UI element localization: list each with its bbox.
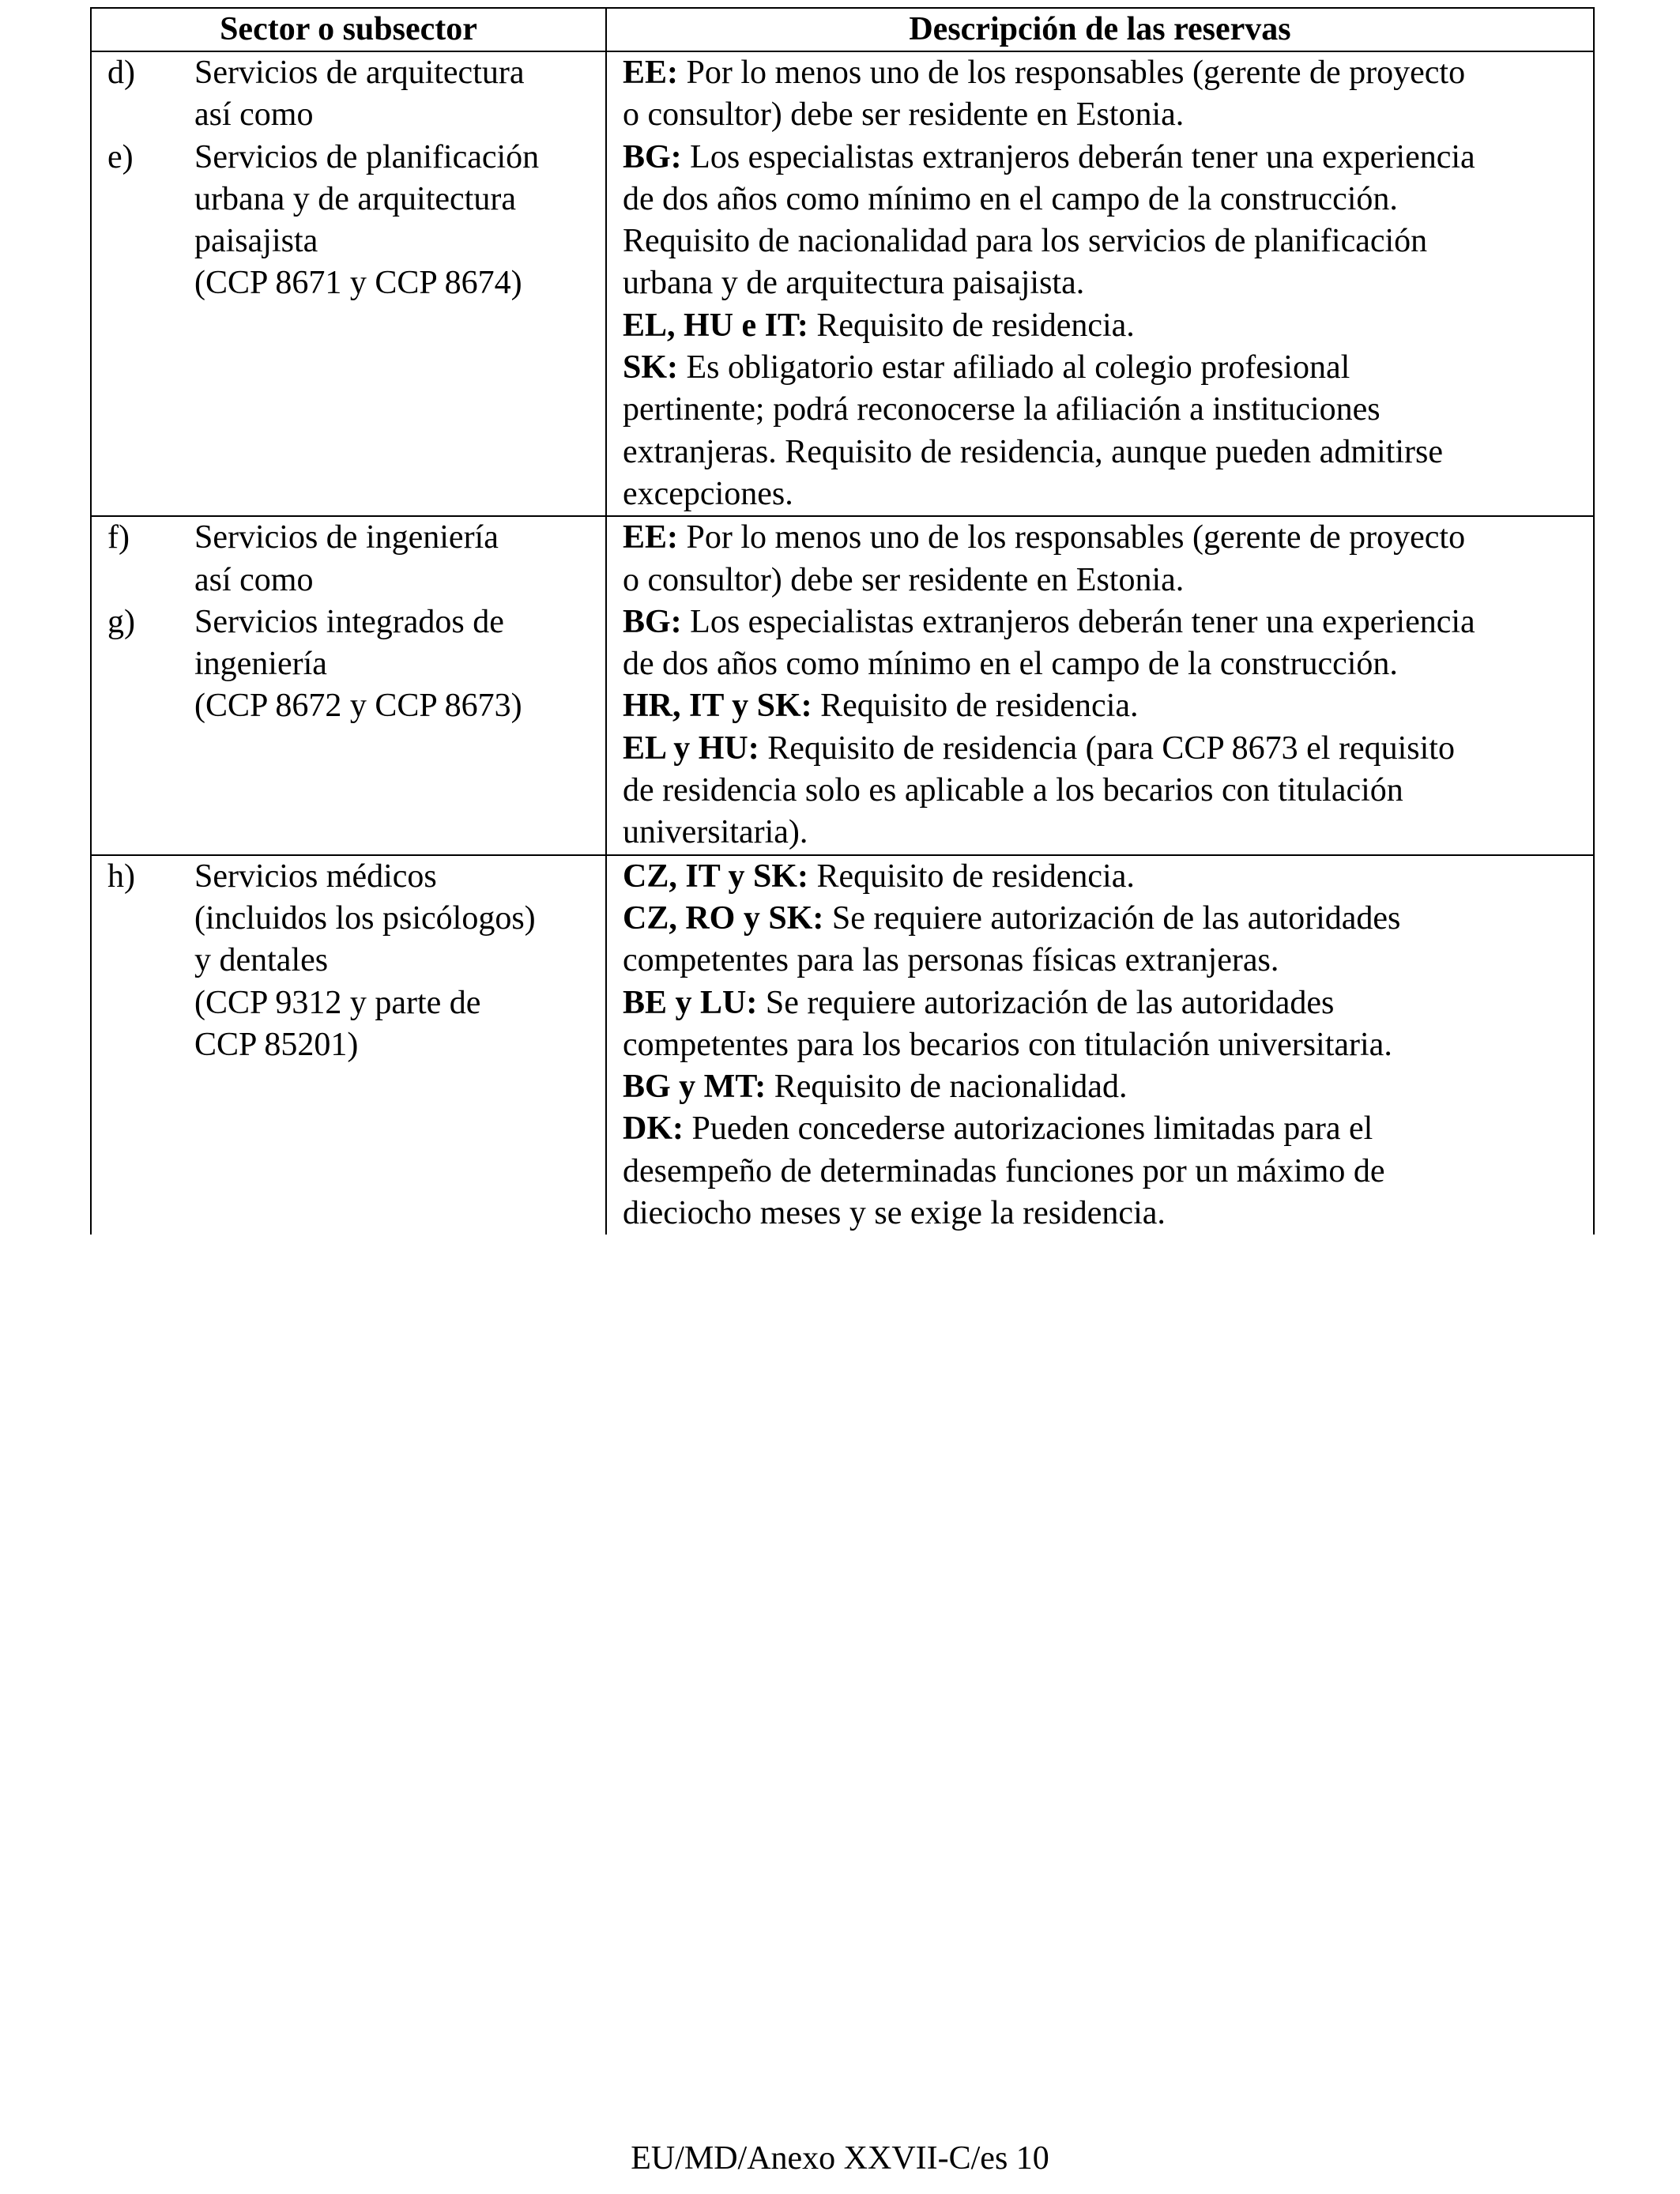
table-row bbox=[91, 516, 1594, 854]
description-text: de dos años como mínimo en el campo de la construcción. bbox=[623, 180, 1398, 217]
country-codes: BG: bbox=[623, 603, 682, 640]
page-footer: EU/MD/Anexo XXVII-C/es 10 bbox=[631, 2140, 1049, 2177]
sector-line bbox=[92, 137, 605, 179]
description-text: Requisito de residencia. bbox=[812, 688, 1139, 725]
sector-letter bbox=[92, 982, 194, 1024]
description-line bbox=[623, 305, 1593, 347]
sector-line bbox=[92, 52, 605, 94]
description-line bbox=[623, 982, 1593, 1024]
sector-text: CCP 85201) bbox=[194, 1026, 359, 1063]
country-codes: BG y MT: bbox=[623, 1069, 767, 1106]
description-text: Requisito de nacionalidad. bbox=[766, 1069, 1128, 1106]
country-codes: BE y LU: bbox=[623, 984, 758, 1021]
description-text: Requisito de nacionalidad para los servicios de planificación bbox=[623, 223, 1428, 260]
sector-line bbox=[92, 856, 605, 898]
country-codes: EE: bbox=[623, 55, 679, 91]
sector-line bbox=[92, 262, 605, 304]
description-line bbox=[623, 812, 1593, 854]
sector-line bbox=[92, 982, 605, 1024]
sector-letter: f) bbox=[107, 519, 130, 556]
sector-text: y dentales bbox=[194, 942, 329, 979]
description-line bbox=[623, 1024, 1593, 1066]
table-header-row bbox=[91, 8, 1594, 51]
sector-line bbox=[92, 643, 605, 685]
description-line bbox=[623, 643, 1593, 685]
description-text: Se requiere autorización de las autoridades bbox=[823, 899, 1401, 937]
description-line bbox=[623, 389, 1593, 431]
description-text: Requisito de residencia. bbox=[808, 307, 1135, 344]
description-line bbox=[623, 473, 1593, 515]
sector-line bbox=[92, 560, 605, 601]
description-line bbox=[623, 856, 1593, 898]
description-line bbox=[623, 940, 1593, 982]
country-codes: CZ, RO y SK: bbox=[623, 899, 824, 937]
description-line bbox=[623, 1151, 1593, 1193]
sector-letter bbox=[92, 560, 194, 601]
description-text: dieciocho meses y se exige la residencia. bbox=[623, 1195, 1166, 1232]
sector-line bbox=[92, 517, 605, 559]
description-text: o consultor) debe ser residente en Estonia. bbox=[623, 96, 1185, 134]
description-text: Por lo menos uno de los responsables (gerente de proyecto bbox=[678, 55, 1466, 91]
sector-letter bbox=[92, 94, 194, 136]
description-line bbox=[623, 1066, 1593, 1108]
description-text: excepciones. bbox=[623, 475, 793, 512]
description-line bbox=[623, 1193, 1593, 1235]
sector-text: Servicios integrados de bbox=[194, 603, 504, 640]
description-line bbox=[623, 432, 1593, 473]
sector-line bbox=[92, 898, 605, 940]
sector-letter bbox=[92, 685, 194, 727]
sector-text: Servicios de arquitectura bbox=[194, 55, 525, 91]
description-line bbox=[623, 601, 1593, 643]
table-row bbox=[91, 855, 1594, 1235]
header-description: Descripción de las reservas bbox=[606, 8, 1594, 51]
sector-text: (CCP 8671 y CCP 8674) bbox=[194, 265, 522, 302]
country-codes: EE: bbox=[623, 519, 679, 556]
country-codes: EL y HU: bbox=[623, 729, 759, 767]
description-text: Pueden concederse autorizaciones limitadas para el bbox=[684, 1110, 1373, 1148]
sector-text: así como bbox=[194, 96, 314, 134]
sector-line bbox=[92, 221, 605, 262]
description-line bbox=[623, 347, 1593, 389]
sector-cell bbox=[91, 51, 606, 516]
sector-text: (incluidos los psicólogos) bbox=[194, 899, 536, 937]
sector-line bbox=[92, 1024, 605, 1066]
description-line bbox=[623, 770, 1593, 812]
country-codes: EL, HU e IT: bbox=[623, 307, 808, 344]
description-line bbox=[623, 685, 1593, 727]
description-cell bbox=[606, 51, 1594, 516]
description-text: Se requiere autorización de las autoridades bbox=[757, 984, 1335, 1021]
sector-letter bbox=[92, 262, 194, 304]
reservations-table bbox=[90, 7, 1595, 1235]
sector-text: Servicios de planificación bbox=[194, 138, 540, 175]
country-codes: SK: bbox=[623, 349, 679, 386]
sector-text: ingeniería bbox=[194, 646, 327, 683]
sector-text: Servicios médicos bbox=[194, 858, 437, 895]
sector-letter bbox=[92, 179, 194, 221]
sector-line bbox=[92, 601, 605, 643]
sector-letter bbox=[92, 940, 194, 982]
country-codes: BG: bbox=[623, 138, 682, 175]
sector-letter bbox=[92, 898, 194, 940]
description-text: de dos años como mínimo en el campo de la construcción. bbox=[623, 646, 1398, 683]
description-text: competentes para los becarios con titulación universitaria. bbox=[623, 1026, 1392, 1063]
sector-letter: g) bbox=[107, 603, 135, 640]
sector-line bbox=[92, 940, 605, 982]
country-codes: CZ, IT y SK: bbox=[623, 858, 808, 895]
description-cell bbox=[606, 516, 1594, 854]
description-line bbox=[623, 94, 1593, 136]
description-line bbox=[623, 560, 1593, 601]
description-text: Los especialistas extranjeros deberán tener una experiencia bbox=[681, 603, 1475, 640]
sector-line bbox=[92, 94, 605, 136]
sector-letter: h) bbox=[107, 858, 135, 895]
description-text: pertinente; podrá reconocerse la afiliación a instituciones bbox=[623, 391, 1381, 428]
description-text: Por lo menos uno de los responsables (gerente de proyecto bbox=[678, 519, 1466, 556]
sector-cell bbox=[91, 855, 606, 1235]
description-text: urbana y de arquitectura paisajista. bbox=[623, 265, 1085, 302]
description-text: extranjeras. Requisito de residencia, aunque pueden admitirse bbox=[623, 433, 1443, 470]
description-line bbox=[623, 517, 1593, 559]
sector-cell bbox=[91, 516, 606, 854]
sector-letter bbox=[92, 1024, 194, 1066]
description-text: Es obligatorio estar afiliado al colegio profesional bbox=[678, 349, 1350, 386]
country-codes: DK: bbox=[623, 1110, 684, 1148]
description-line bbox=[623, 1108, 1593, 1150]
description-text: competentes para las personas físicas extranjeras. bbox=[623, 942, 1279, 979]
table-row bbox=[91, 51, 1594, 516]
description-text: Requisito de residencia. bbox=[808, 858, 1135, 895]
sector-text: Servicios de ingeniería bbox=[194, 519, 499, 556]
country-codes: HR, IT y SK: bbox=[623, 688, 812, 725]
description-text: Requisito de residencia (para CCP 8673 el requisito bbox=[759, 729, 1455, 767]
sector-letter: d) bbox=[107, 55, 135, 91]
sector-text: (CCP 8672 y CCP 8673) bbox=[194, 688, 522, 725]
description-text: de residencia solo es aplicable a los becarios con titulación bbox=[623, 772, 1403, 809]
sector-text: urbana y de arquitectura bbox=[194, 180, 516, 217]
description-line bbox=[623, 898, 1593, 940]
sector-text: (CCP 9312 y parte de bbox=[194, 984, 481, 1021]
description-line bbox=[623, 137, 1593, 179]
sector-line bbox=[92, 685, 605, 727]
description-text: universitaria). bbox=[623, 814, 808, 851]
description-line bbox=[623, 262, 1593, 304]
description-line bbox=[623, 179, 1593, 221]
sector-letter: e) bbox=[107, 138, 134, 175]
sector-letter bbox=[92, 643, 194, 685]
description-text: o consultor) debe ser residente en Estonia. bbox=[623, 561, 1185, 598]
description-text: desempeño de determinadas funciones por un máximo de bbox=[623, 1152, 1385, 1189]
header-sector: Sector o subsector bbox=[91, 8, 606, 51]
table-body bbox=[91, 51, 1594, 1235]
description-cell bbox=[606, 855, 1594, 1235]
description-line bbox=[623, 728, 1593, 770]
description-line bbox=[623, 221, 1593, 262]
sector-text: así como bbox=[194, 561, 314, 598]
description-line bbox=[623, 52, 1593, 94]
description-text: Los especialistas extranjeros deberán tener una experiencia bbox=[681, 138, 1475, 175]
sector-text: paisajista bbox=[194, 223, 318, 260]
sector-letter bbox=[92, 221, 194, 262]
sector-line bbox=[92, 179, 605, 221]
